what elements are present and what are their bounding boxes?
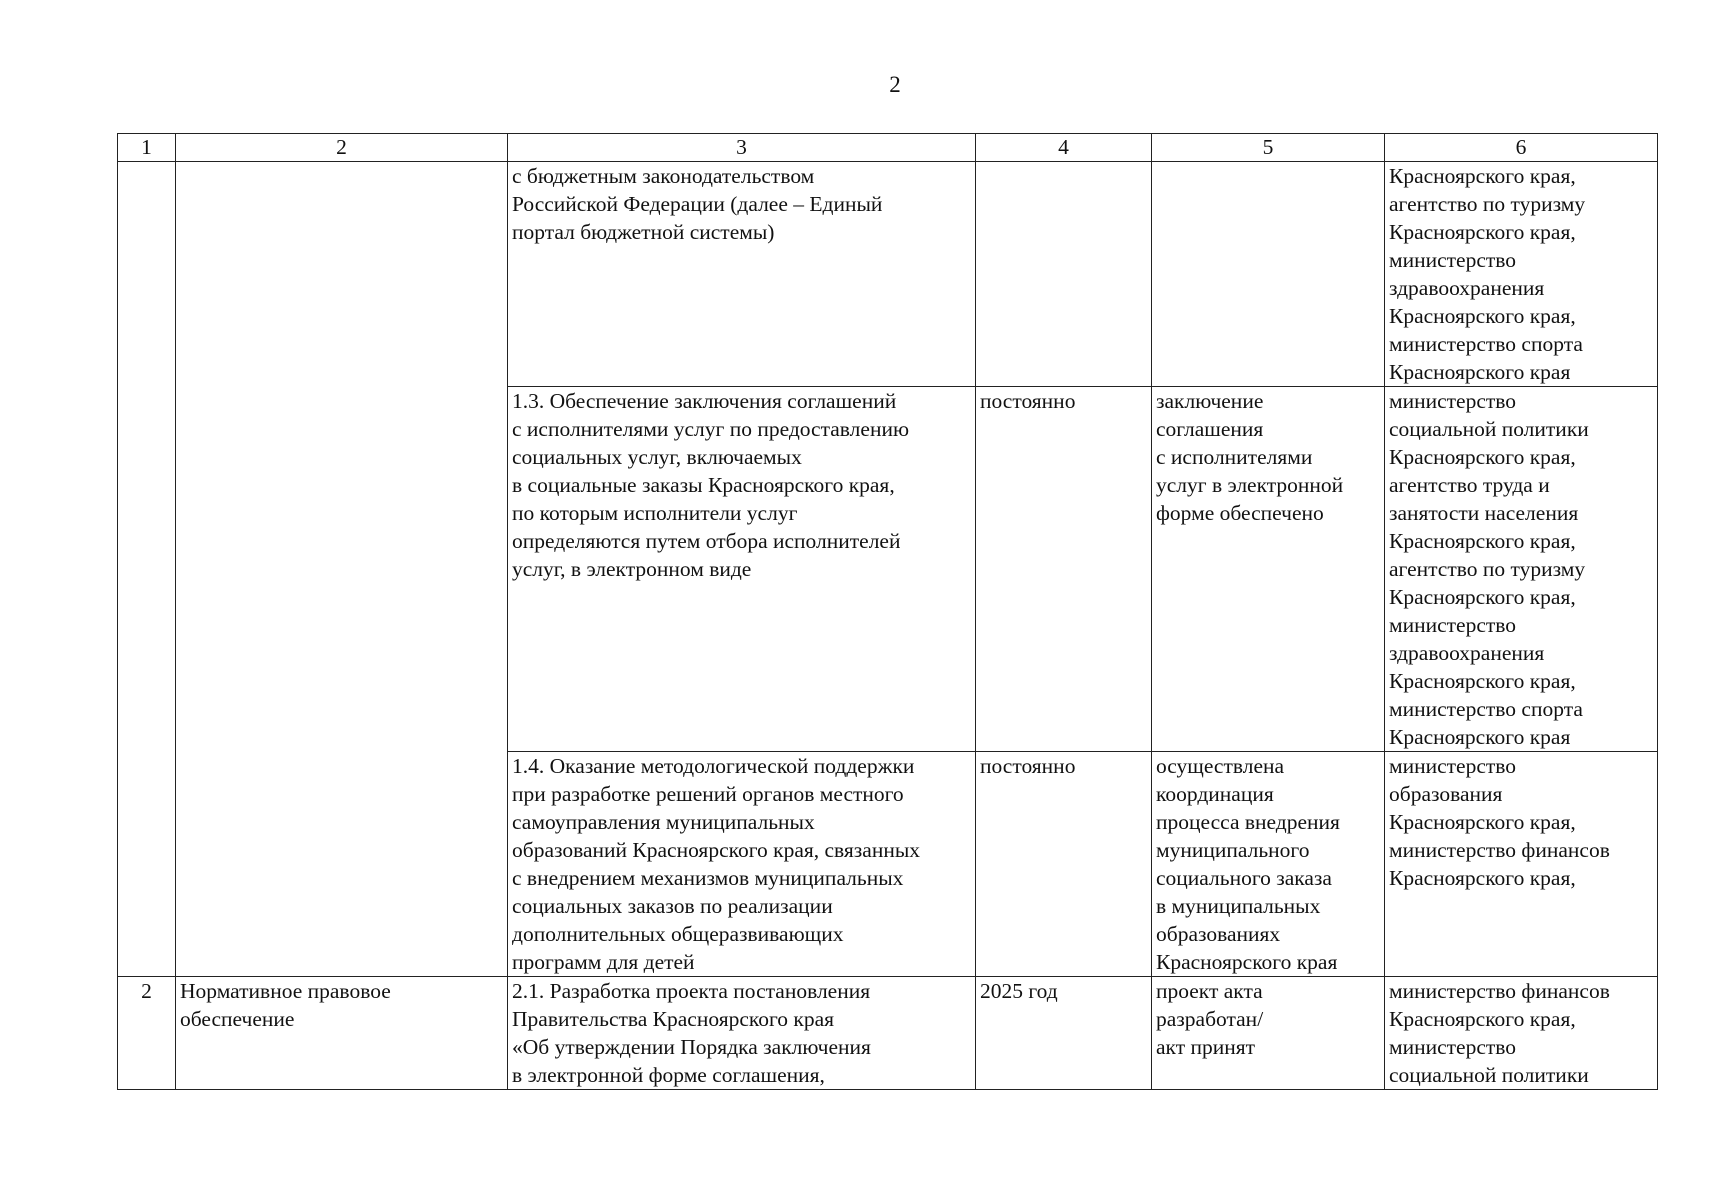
responsible-cell: министерство социальной политики Красноярского края, агентство труда и занятости населения Красноярского края, агентство по туризму Красноярского края, министерство здравоохранения Красноярского края, министерство спорта Красноярского края [1385,387,1658,752]
header-col-1: 1 [118,134,176,162]
header-col-6: 6 [1385,134,1658,162]
deadline-cell: постоянно [976,387,1152,752]
result-cell: проект акта разработан/ акт принят [1152,977,1385,1090]
result-cell: осуществлена координация процесса внедрения муниципального социального заказа в муниципальных образованиях Красноярского края [1152,752,1385,977]
measure-cell: с бюджетным законодательством Российской Федерации (далее – Единый портал бюджетной системы) [508,162,976,387]
responsible-cell: Красноярского края, агентство по туризму Красноярского края, министерство здравоохранения Красноярского края, министерство спорта Красноярского края [1385,162,1658,387]
section-name-cell [176,162,508,977]
header-col-3: 3 [508,134,976,162]
header-col-4: 4 [976,134,1152,162]
table-row [118,977,1658,1090]
responsible-cell: министерство финансов Красноярского края, министерство социальной политики [1385,977,1658,1090]
result-cell: заключение соглашения с исполнителями услуг в электронной форме обеспечено [1152,387,1385,752]
section-name-cell: Нормативное правовое обеспечение [176,977,508,1090]
page-number: 2 [889,72,901,97]
deadline-cell: 2025 год [976,977,1152,1090]
header-col-2: 2 [176,134,508,162]
measure-cell: 1.3. Обеспечение заключения соглашений с исполнителями услуг по предоставлению социальных услуг, включаемых в социальные заказы Красноярского края, по которым исполнители услуг определяются путем отбора исполнителей услуг, в электронном виде [508,387,976,752]
table-row [118,162,1658,387]
measure-cell: 2.1. Разработка проекта постановления Правительства Красноярского края «Об утверждении Порядка заключения в электронной форме соглашения, [508,977,976,1090]
measures-table [117,133,1658,1090]
header-col-5: 5 [1152,134,1385,162]
deadline-cell [976,162,1152,387]
row-number-cell [118,162,176,977]
row-number-cell: 2 [118,977,176,1090]
measure-cell: 1.4. Оказание методологической поддержки при разработке решений органов местного самоуправления муниципальных образований Красноярского края, связанных с внедрением механизмов муниципальных социальных заказов по реализации дополнительных общеразвивающих программ для детей [508,752,976,977]
responsible-cell: министерство образования Красноярского края, министерство финансов Красноярского края, [1385,752,1658,977]
deadline-cell: постоянно [976,752,1152,977]
table-header-row [118,134,1658,162]
result-cell [1152,162,1385,387]
